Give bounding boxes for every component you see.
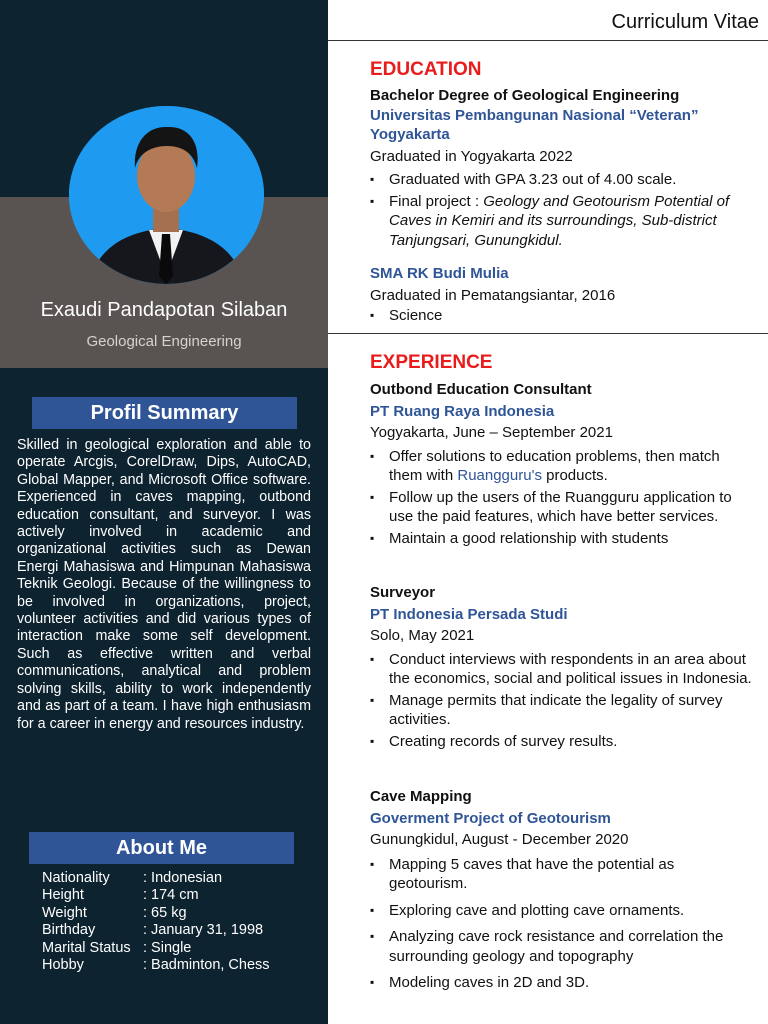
job-entry <box>370 787 755 993</box>
about-key: Height <box>42 887 84 904</box>
about-row <box>42 870 312 887</box>
list-item <box>370 488 755 527</box>
about-key: Birthday <box>42 922 96 939</box>
list-item <box>370 192 755 251</box>
about-list <box>42 870 312 974</box>
about-key: Marital Status <box>42 939 131 956</box>
about-value: : 174 cm <box>143 887 199 904</box>
company-name: Goverment Project of Geotourism <box>370 809 611 827</box>
bullet-text: Conduct interviews with respondents in an area about the economics, social and political issues in Indonesia. <box>389 650 752 687</box>
bullet-text: Maintain a good relationship with students <box>389 529 669 547</box>
bullet-text: Mapping 5 caves that have the potential as geotourism. <box>389 855 675 892</box>
about-key: Nationality <box>42 870 110 886</box>
project-title: Geology and Geotourism Potential of Caves in Kemiri and its surroundings, Sub-district Tanjungsari, Gunungkidul. <box>389 192 730 249</box>
about-row <box>42 905 312 922</box>
about-row <box>42 940 312 957</box>
job-entry <box>370 380 755 548</box>
about-value: : January 31, 1998 <box>143 922 264 939</box>
job-place-date: Yogyakarta, June – September 2021 <box>370 424 613 441</box>
job-title: Cave Mapping <box>370 788 472 805</box>
profile-role: Geological Engineering <box>86 333 242 350</box>
education-heading: EDUCATION <box>370 59 482 80</box>
education-details <box>370 147 755 167</box>
about-value: : Indonesian <box>143 870 223 886</box>
experience-heading: EXPERIENCE <box>370 352 493 373</box>
education-bullets <box>370 170 755 250</box>
about-row <box>42 887 312 904</box>
about-heading: About Me <box>29 832 294 864</box>
about-key: Weight <box>42 904 87 921</box>
list-item <box>370 650 755 689</box>
bullet-text: Offer solutions to education problems, then match them with <box>389 447 720 484</box>
company-name: PT Ruang Raya Indonesia <box>370 402 555 420</box>
education-degree-block <box>370 86 755 145</box>
profile-name: Exaudi Pandapotan Silaban <box>40 299 288 321</box>
bullet-text: Follow up the users of the Ruangguru application to use the paid features, which have better services. <box>389 488 732 525</box>
list-item <box>370 447 755 486</box>
education-section <box>370 59 755 81</box>
document-title: Curriculum Vitae <box>611 11 759 33</box>
about-key: Hobby <box>42 957 84 974</box>
bullet-text: Science <box>389 306 443 324</box>
bullet-text: Creating records of survey results. <box>389 732 618 750</box>
bullet-text: Modeling caves in 2D and 3D. <box>389 974 590 991</box>
divider <box>328 333 768 334</box>
job-place-date: Solo, May 2021 <box>370 627 475 644</box>
experience-section <box>370 352 755 374</box>
job-title: Surveyor <box>370 584 436 601</box>
list-item <box>370 306 755 326</box>
divider <box>328 40 768 41</box>
list-item <box>370 901 755 921</box>
about-value: : Single <box>143 939 192 956</box>
summary-heading: Profil Summary <box>32 397 297 429</box>
bullet-text: Manage permits that indicate the legality of survey activities. <box>389 691 723 728</box>
bullet-text: Exploring cave and plotting cave ornaments. <box>389 901 685 919</box>
bullet-text: Graduated with GPA 3.23 out of 4.00 scale. <box>389 171 677 188</box>
bullet-label: Final project : <box>389 192 484 210</box>
about-row <box>42 957 312 974</box>
profile-photo <box>69 106 264 284</box>
list-item <box>370 855 755 894</box>
university-name: Universitas Pembangunan Nasional “Veteran” Yogyakarta <box>370 106 699 143</box>
job-title: Outbond Education Consultant <box>370 381 592 398</box>
list-item <box>370 691 755 730</box>
summary-text: Skilled in geological exploration and able to operate Arcgis, CorelDraw, Dips, AutoCAD, Global Mapper, and Microsoft Office software. Experienced in caves mapping, outbond education consultant, and surveyor. I was actively involved in academic and organizational activities such as Dewan Energi Mahasiswa and Himpunan Mahasiswa Teknik Geologi. Because of the willingness to be involved in organizations, project, volunteer activities and did various types of interaction make some self development. Such as effective written and verbal communications, analytical and problem solving skills, ability to work independently and as part of a team. I have high enthusiasm for a career in energy and resources industry. <box>17 437 311 732</box>
company-name: PT Indonesia Persada Studi <box>370 605 568 623</box>
about-row <box>42 922 312 939</box>
list-item <box>370 529 755 549</box>
brand-text: Ruangguru's <box>457 467 542 484</box>
list-item <box>370 732 755 752</box>
about-value: : Badminton, Chess <box>143 957 270 974</box>
job-place-date: Gunungkidul, August - December 2020 <box>370 831 629 848</box>
list-item <box>370 973 755 993</box>
graduation-info: Graduated in Yogyakarta 2022 <box>370 148 573 165</box>
degree-title: Bachelor Degree of Geological Engineering <box>370 87 680 104</box>
bullet-text: Analyzing cave rock resistance and correlation the surrounding geology and topography <box>389 928 724 965</box>
list-item <box>370 170 755 190</box>
bullet-text: products. <box>541 467 608 484</box>
school-block <box>370 264 755 284</box>
about-value: : 65 kg <box>143 904 187 921</box>
school-details <box>370 286 755 325</box>
school-name: SMA RK Budi Mulia <box>370 265 509 282</box>
list-item <box>370 927 755 966</box>
school-graduation: Graduated in Pematangsiantar, 2016 <box>370 287 616 304</box>
job-entry <box>370 583 755 751</box>
